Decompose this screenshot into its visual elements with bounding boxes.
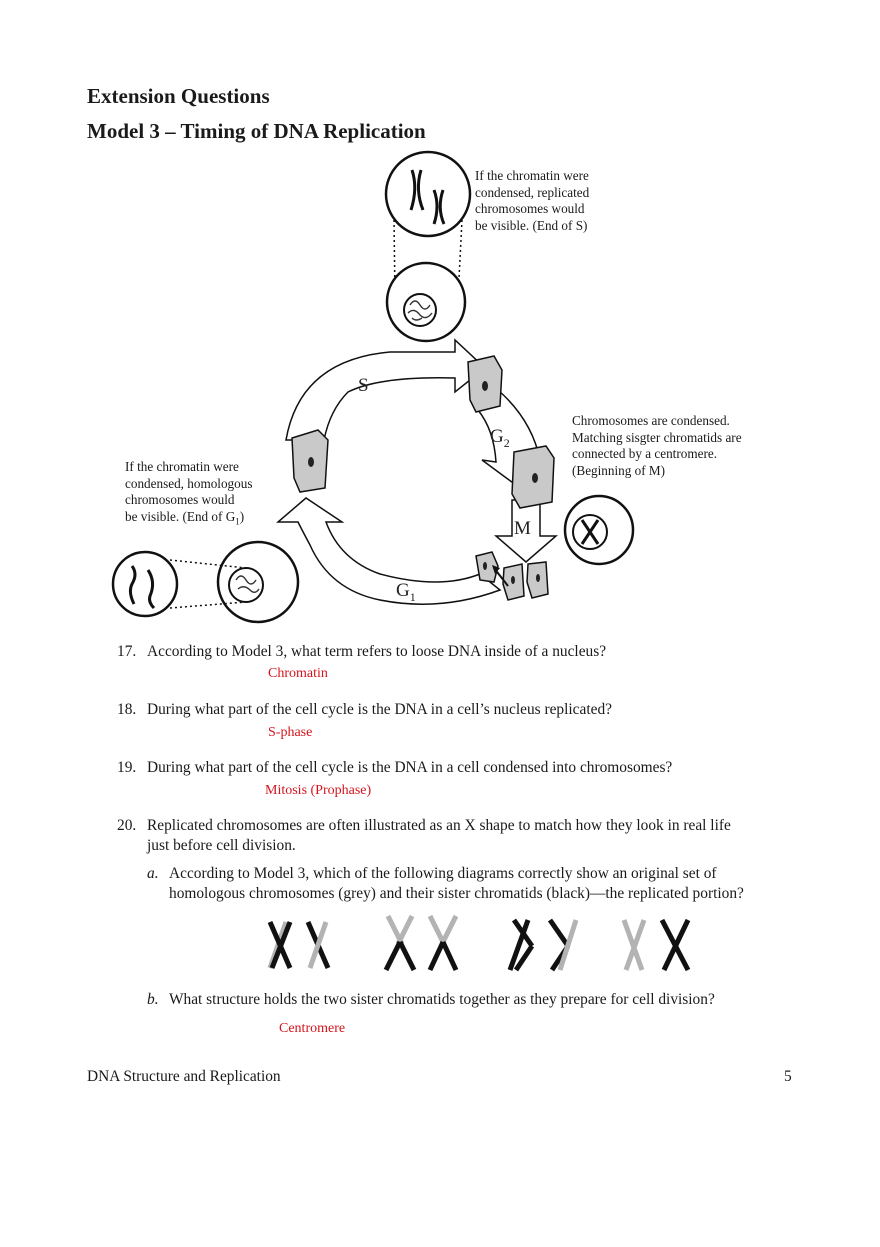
question-number: 19. bbox=[117, 759, 137, 776]
chromosome-option-3[interactable] bbox=[510, 920, 576, 970]
answer-18[interactable]: S-phase bbox=[268, 725, 313, 740]
answer-19[interactable]: Mitosis (Prophase) bbox=[265, 783, 372, 798]
homologous-chromosomes-zoom bbox=[113, 542, 298, 622]
footer-title: DNA Structure and Replication bbox=[87, 1068, 281, 1085]
sub-question-text: According to Model 3, which of the following diagrams correctly show an original set of bbox=[169, 865, 717, 882]
question-text: Replicated chromosomes are often illustrated as an X shape to match how they look in real life bbox=[147, 817, 731, 834]
replicated-chromosomes-zoom bbox=[386, 152, 470, 341]
chromosome-option-1[interactable] bbox=[270, 922, 328, 968]
question-text: During what part of the cell cycle is the DNA in a cell’s nucleus replicated? bbox=[147, 701, 612, 718]
question-text: According to Model 3, what term refers to loose DNA inside of a nucleus? bbox=[147, 643, 607, 660]
chromosome-option-4[interactable] bbox=[624, 920, 688, 970]
model-title: Model 3 – Timing of DNA Replication bbox=[87, 119, 426, 143]
phase-label-g1: $G_1$ bbox=[396, 580, 416, 604]
page-number: 5 bbox=[784, 1068, 792, 1085]
phase-label-m: M bbox=[514, 518, 531, 539]
cell-left bbox=[292, 430, 328, 492]
question-number: 18. bbox=[117, 701, 137, 718]
condensed-chromosomes-zoom bbox=[565, 496, 633, 564]
sub-question-letter: a. bbox=[147, 865, 159, 882]
sub-question-letter: b. bbox=[147, 991, 159, 1008]
phase-label-s: S bbox=[358, 375, 369, 396]
chromosome-option-2[interactable] bbox=[386, 916, 456, 970]
sub-question-text-continued: homologous chromosomes (grey) and their sister chromatids (black)—the replicated portion? bbox=[169, 885, 744, 902]
question-number: 20. bbox=[117, 817, 137, 834]
question-number: 17. bbox=[117, 643, 137, 660]
note-end-of-g1: If the chromatin were condensed, homologous chromosomes would be visible. (End of $G_1$) bbox=[125, 459, 253, 527]
cell-g2 bbox=[512, 446, 554, 508]
question-text-continued: just before cell division. bbox=[147, 837, 296, 854]
note-beginning-of-m: Chromosomes are condensed. Matching sisgter chromatids are connected by a centromere. (Beginning of M) bbox=[572, 413, 742, 478]
answer-17[interactable]: Chromatin bbox=[268, 666, 328, 681]
section-heading: Extension Questions bbox=[87, 84, 270, 108]
phase-label-g2: $G_2$ bbox=[490, 426, 510, 450]
note-end-of-s: If the chromatin were condensed, replicated chromosomes would be visible. (End of S) bbox=[475, 168, 590, 233]
sub-question-text: What structure holds the two sister chromatids together as they prepare for cell division? bbox=[169, 991, 715, 1008]
chromosome-options bbox=[260, 910, 700, 976]
cell-s bbox=[468, 356, 502, 412]
question-text: During what part of the cell cycle is the DNA in a cell condensed into chromosomes? bbox=[147, 759, 673, 776]
answer-20b[interactable]: Centromere bbox=[279, 1021, 346, 1036]
